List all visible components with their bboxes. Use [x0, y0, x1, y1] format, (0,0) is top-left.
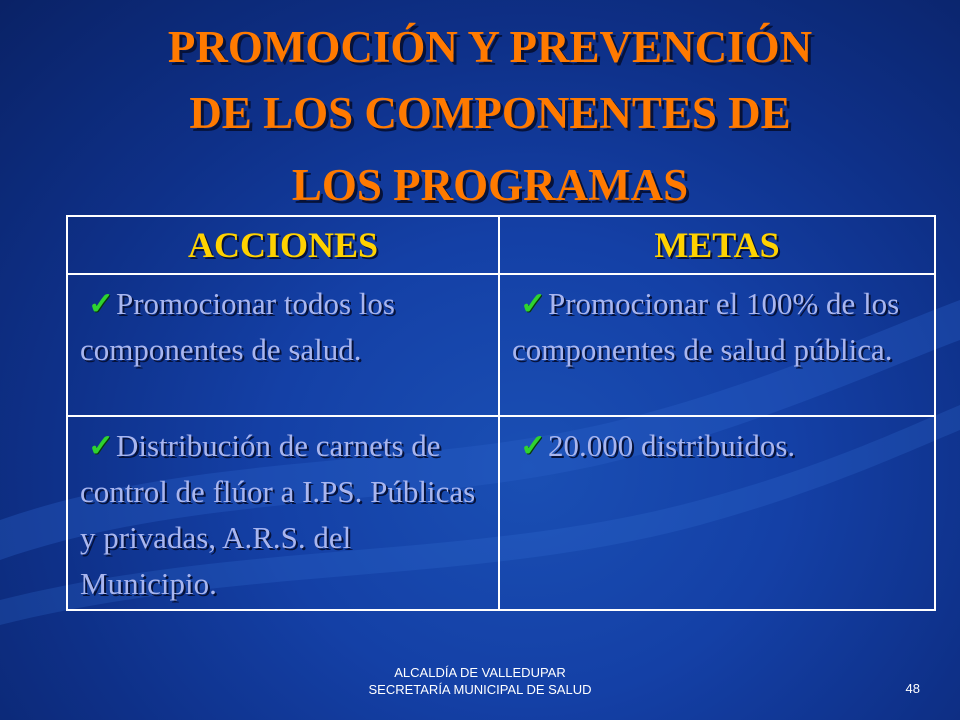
footer-line-1: ALCALDÍA DE VALLEDUPAR	[394, 665, 566, 680]
page-number: 48	[905, 681, 920, 696]
slide-title	[40, 14, 940, 218]
table-cell	[499, 274, 935, 416]
table-cell	[67, 274, 499, 416]
title-line-3: LOS PROGRAMAS	[291, 160, 689, 210]
title-line-1: PROMOCIÓN Y PREVENCIÓN	[167, 22, 813, 72]
checkmark-icon: ✓	[88, 428, 114, 463]
title-line-2: DE LOS COMPONENTES DE	[189, 88, 791, 138]
table-header-row	[67, 216, 935, 274]
table-row	[67, 274, 935, 416]
footer	[330, 664, 630, 698]
footer-line-2: SECRETARÍA MUNICIPAL DE SALUD	[368, 682, 592, 697]
table-cell	[67, 416, 499, 610]
cell-text: 20.000 distribuidos.	[547, 428, 796, 463]
cell-text: Distribución de carnets de control de flúor a I.PS. Públicas y privadas, A.R.S. del Municipio.	[80, 428, 476, 601]
column-header-acciones: ACCIONES	[67, 216, 499, 274]
actions-goals-table	[66, 215, 936, 611]
checkmark-icon: ✓	[88, 286, 114, 321]
cell-text: Promocionar el 100% de los componentes de salud pública.	[512, 286, 900, 367]
checkmark-icon: ✓	[520, 428, 546, 463]
table-cell	[499, 416, 935, 610]
cell-text: Promocionar todos los componentes de salud.	[80, 286, 395, 367]
column-header-metas: METAS	[499, 216, 935, 274]
table-row	[67, 416, 935, 610]
checkmark-icon: ✓	[520, 286, 546, 321]
